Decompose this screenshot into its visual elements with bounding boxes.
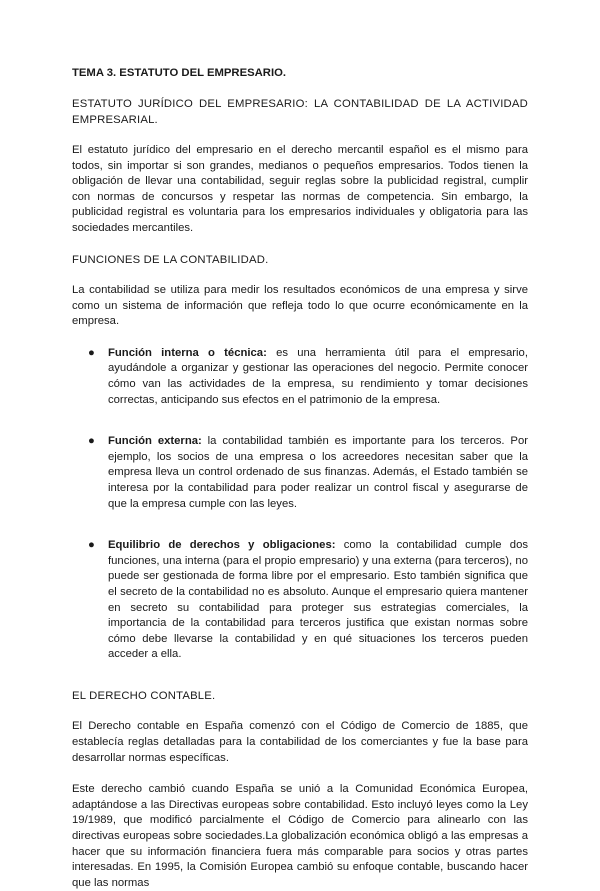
bullet-icon: ● [88, 539, 95, 552]
list-item-text: como la contabilidad cumple dos funciones, una interna (para el propio empresario) y una externa (para terceros), no puede ser gestionada de forma libre por el empresario. Esto también significa que el secreto de la contabilidad no es absoluto. Aunque el empresario quiera mantener en secreto su contabilidad para proteger sus estrategias comerciales, la importancia de la contabilidad para terceros justifica que existan normas sobre cómo debe llevarse la contabilidad y en qué situaciones los terceros pueden acceder a ella. [108, 539, 528, 661]
section-heading-estatuto: ESTATUTO JURÍDICO DEL EMPRESARIO: LA CONTABILIDAD DE LA ACTIVIDAD EMPRESARIAL. [72, 98, 528, 126]
paragraph-funciones: La contabilidad se utiliza para medir los resultados económicos de una empresa y sirve como un sistema de información que refleja todo lo que ocurre económicamente en la empresa. [72, 284, 528, 328]
section-heading-derecho-contable: EL DERECHO CONTABLE. [72, 689, 216, 702]
list-item-text: la contabilidad también es importante para los terceros. Por ejemplo, los socios de una empresa o los acreedores necesitan saber que la empresa lleva un control ordenado de sus finanzas. Además, el Estado también se interesa por la contabilidad para poder realizar un control fiscal y asegurarse de que la empresa cumple con las leyes. [108, 435, 528, 510]
list-item [88, 538, 528, 663]
list-item-term: Función interna o técnica: [108, 346, 267, 359]
list-item-term: Función externa: [108, 435, 202, 448]
list-item-text: es una herramienta útil para el empresario, ayudándole a organizar y gestionar las operaciones del negocio. Permite conocer cómo van las actividades de la empresa, su rendimiento y tomar decisiones correctas, anticipando sus efectos en el patrimonio de la empresa. [108, 346, 528, 406]
document-title: TEMA 3. ESTATUTO DEL EMPRESARIO. [72, 67, 287, 79]
list-item [88, 434, 528, 512]
section-heading-funciones: FUNCIONES DE LA CONTABILIDAD. [72, 253, 269, 266]
bullet-icon: ● [88, 435, 95, 448]
bullet-icon: ● [88, 346, 95, 359]
list-item-term: Equilibrio de derechos y obligaciones: [108, 539, 336, 552]
paragraph-derecho-contable-1: El Derecho contable en España comenzó con el Código de Comercio de 1885, que establecía reglas detalladas para la contabilidad de los comerciantes y fue la base para desarrollar normas específicas. [72, 720, 528, 764]
list-item [88, 346, 528, 408]
paragraph-derecho-contable-2: Este derecho cambió cuando España se unió a la Comunidad Económica Europea, adaptándose a las Directivas europeas sobre contabilidad. Esto incluyó leyes como la Ley 19/1989, que modificó parcialmente el Código de Comercio para alinearlo con las directivas europeas sobre sociedades.La globalización económica obligó a las empresas a hacer que su información financiera fuera más comparable para socios y otras partes interesadas. En 1995, la Comisión Europea cambió su enfoque contable, buscando hacer que las normas [72, 783, 528, 889]
functions-list [72, 346, 528, 663]
paragraph-estatuto: El estatuto jurídico del empresario en el derecho mercantil español es el mismo para todos, sin importar si son grandes, medianos o pequeños empresarios. Todos tienen la obligación de llevar una contabilidad, seguir reglas sobre la publicidad registral, cumplir con normas de concursos y respetar las normas de competencia. Sin embargo, la publicidad registral es voluntaria para los empresarios individuales y obligatoria para las sociedades mercantiles. [72, 144, 528, 234]
